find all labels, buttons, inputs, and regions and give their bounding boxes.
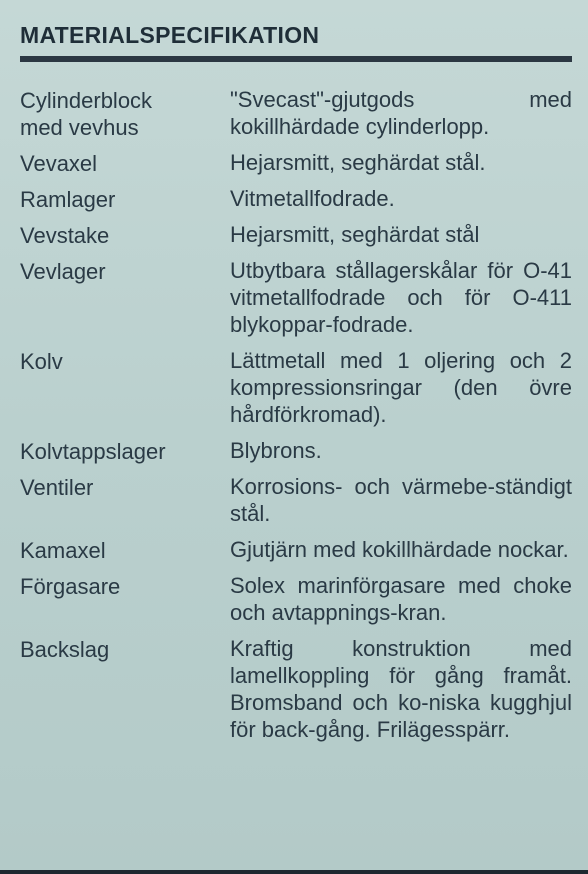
spec-term: Cylinderblock med vevhus (20, 88, 153, 140)
spec-row (20, 473, 572, 536)
spec-row (20, 185, 572, 221)
spec-row (20, 437, 572, 473)
spec-term: Backslag (20, 637, 110, 662)
spec-term: Ramlager (20, 187, 116, 212)
spec-description: Utbytbara stållagerskålar för O-41 vitmetallfodrade och för O-411 blykoppar-fodrade. (230, 258, 572, 337)
page-title: MATERIALSPECIFIKATION (20, 22, 320, 48)
spec-term: Kolv (20, 349, 63, 374)
spec-row (20, 572, 572, 635)
spec-row (20, 257, 572, 347)
spec-term: Vevlager (20, 259, 106, 284)
spec-description: Hejarsmitt, seghärdat stål (230, 222, 480, 247)
spec-table (20, 86, 572, 752)
spec-description: Lättmetall med 1 oljering och 2 kompressionsringar (den övre hårdförkromad). (230, 348, 572, 427)
spec-description: Blybrons. (230, 438, 322, 463)
spec-description: Hejarsmitt, seghärdat stål. (230, 150, 486, 175)
spec-description: Gjutjärn med kokillhärdade nockar. (230, 537, 569, 562)
spec-term: Förgasare (20, 574, 121, 599)
spec-row (20, 86, 572, 149)
spec-term: Ventiler (20, 475, 94, 500)
spec-term: Vevstake (20, 223, 110, 248)
bottom-edge (0, 870, 588, 874)
spec-term: Kolvtappslager (20, 439, 166, 464)
spec-row (20, 635, 572, 752)
spec-row (20, 347, 572, 437)
spec-description: Solex marinförgasare med choke och avtappnings-kran. (230, 573, 572, 625)
title-rule (20, 56, 572, 62)
spec-description: Kraftig konstruktion med lamellkoppling för gång framåt. Bromsband och ko-niska kugghjul för back-gång. Frilägesspärr. (230, 636, 572, 742)
spec-row (20, 536, 572, 572)
spec-row (20, 221, 572, 257)
spec-row (20, 149, 572, 185)
spec-description: Vitmetallfodrade. (230, 186, 395, 211)
spec-term: Kamaxel (20, 538, 106, 563)
spec-term: Vevaxel (20, 151, 98, 176)
spec-description: "Svecast"-gjutgods med kokillhärdade cylinderlopp. (230, 87, 572, 139)
spec-description: Korrosions- och värmebe-ständigt stål. (230, 474, 572, 526)
